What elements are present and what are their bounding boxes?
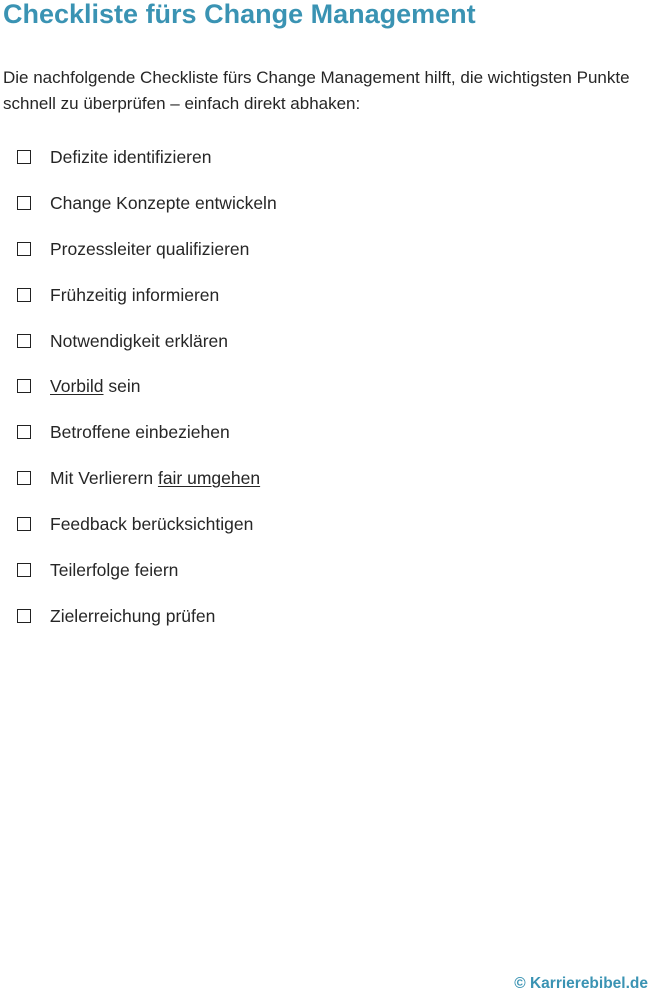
vorbild-link[interactable]: Vorbild bbox=[50, 376, 104, 397]
checklist-item-label bbox=[50, 373, 140, 399]
fair-umgehen-link[interactable]: fair umgehen bbox=[157, 468, 261, 489]
checklist-item-label bbox=[50, 419, 230, 445]
checklist-item-label bbox=[50, 190, 277, 216]
checklist-item-text: Change Konzepte entwickeln bbox=[50, 192, 277, 213]
checklist-item-text: Mit Verlierern bbox=[50, 468, 158, 489]
checkbox[interactable] bbox=[17, 288, 31, 302]
checklist-item-label bbox=[50, 511, 253, 537]
checklist-item-label bbox=[50, 465, 260, 491]
checklist-item-label bbox=[50, 236, 249, 262]
checkbox[interactable] bbox=[17, 471, 31, 485]
checklist-item-text: sein bbox=[103, 376, 141, 397]
checklist-item-label bbox=[50, 328, 228, 354]
checklist-item-text: Betroffene einbeziehen bbox=[50, 422, 230, 443]
checkbox[interactable] bbox=[17, 425, 31, 439]
checklist-item-text: Teilerfolge feiern bbox=[50, 560, 179, 581]
checklist-item-label bbox=[50, 282, 219, 308]
checklist-item-text: Notwendigkeit erklären bbox=[50, 330, 229, 351]
checkbox[interactable] bbox=[17, 563, 31, 577]
checklist-item-text: Defizite identifizieren bbox=[50, 147, 212, 167]
checkbox[interactable] bbox=[17, 242, 31, 256]
checkbox[interactable] bbox=[17, 150, 31, 164]
checklist-item-text: Prozessleiter qualifizieren bbox=[50, 238, 250, 259]
checklist-item-label bbox=[50, 557, 178, 583]
intro-text: Die nachfolgende Checkliste fürs Change Management hilft, die wichtigsten Punkte schnell zu überprüfen – einfach direkt abhaken: bbox=[3, 68, 630, 113]
checklist-item-label bbox=[50, 603, 215, 629]
page-title: Checkliste fürs Change Management bbox=[3, 0, 476, 29]
checklist-item-label bbox=[50, 144, 211, 170]
checkbox[interactable] bbox=[17, 609, 31, 623]
checkbox[interactable] bbox=[17, 379, 31, 393]
checkbox[interactable] bbox=[17, 517, 31, 531]
copyright-notice: © Karrierebibel.de bbox=[514, 975, 648, 992]
checklist-item-text: Zielerreichung prüfen bbox=[50, 605, 216, 626]
checkbox[interactable] bbox=[17, 334, 31, 348]
checkbox[interactable] bbox=[17, 196, 31, 210]
checklist-item-text: Frühzeitig informieren bbox=[50, 284, 220, 305]
checklist-item-text: Feedback berücksichtigen bbox=[50, 514, 254, 535]
